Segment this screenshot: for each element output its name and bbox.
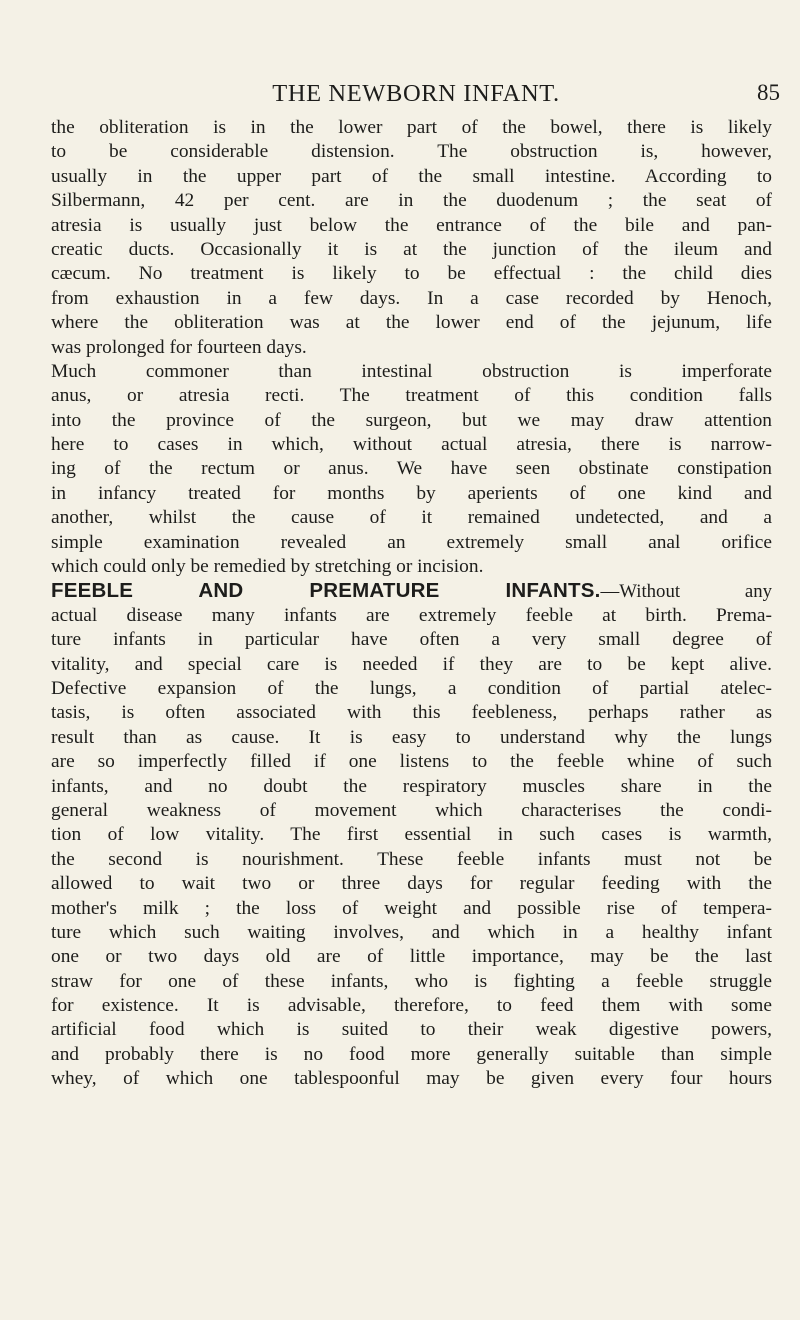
text-line: here to cases in which, without actual atresia, there is narrow- [51,434,772,456]
text-line: the second is nourishment. These feeble infants must not be [51,848,772,870]
text-line: ture which such waiting involves, and which in a healthy infant [51,921,772,943]
text-line [51,579,772,603]
section-heading: FEEBLE AND PREMATURE INFANTS. [51,579,601,603]
text-line: tasis, is often associated with this feebleness, perhaps rather as [51,702,772,724]
text-line: ing of the rectum or anus. We have seen obstinate constipation [51,458,772,480]
text-line: one or two days old are of little importance, may be the last [51,946,772,968]
text-line: atresia is usually just below the entrance of the bile and pan- [51,214,772,236]
text-line: was prolonged for fourteen days. [51,336,307,358]
text-line: Defective expansion of the lungs, a condition of partial atelec- [51,677,772,699]
text-line: to be considerable distension. The obstruction is, however, [51,141,772,163]
text-line: ture infants in particular have often a very small degree of [51,629,772,651]
text-line: usually in the upper part of the small intestine. According to [51,165,772,187]
text-line: artificial food which is suited to their weak digestive powers, [51,1019,772,1041]
text-line: infants, and no doubt the respiratory muscles share in the [51,775,772,797]
text-line: where the obliteration was at the lower end of the jejunum, life [51,312,772,334]
text-line: mother's milk ; the loss of weight and possible rise of tempera- [51,897,772,919]
page-number: 85 [757,80,780,105]
paragraph [51,360,772,580]
text-line: vitality, and special care is needed if they are to be kept alive. [51,653,772,675]
text-line: Silbermann, 42 per cent. are in the duodenum ; the seat of [51,190,772,212]
text-line: creatic ducts. Occasionally it is at the junction of the ileum and [51,238,772,260]
text-line: the obliteration is in the lower part of the bowel, there is likely [51,117,772,138]
paragraph [51,579,772,1091]
text-line: anus, or atresia recti. The treatment of this condition falls [51,385,772,407]
text-line: Much commoner than intestinal obstruction is imperforate [51,360,772,382]
text-line: are so imperfectly filled if one listens to the feeble whine of such [51,751,772,773]
text-line: into the province of the surgeon, but we may draw attention [51,409,772,431]
text-line: simple examination revealed an extremely small anal orifice [51,531,772,553]
text-line: actual disease many infants are extremely feeble at birth. Prema- [51,604,772,626]
text-line: another, whilst the cause of it remained undetected, and a [51,507,772,529]
text-line: straw for one of these infants, who is fighting a feeble struggle [51,970,772,992]
heading-tail: —Without any [600,581,772,603]
text-line: cæcum. No treatment is likely to be effectual : the child dies [51,263,772,285]
paragraph [51,116,772,360]
text-line: result than as cause. It is easy to understand why the lungs [51,726,772,748]
text-line: and probably there is no food more generally suitable than simple [51,1043,772,1065]
text-line: which could only be remedied by stretching or incision. [51,556,484,578]
body-text [51,116,772,1092]
text-line: allowed to wait two or three days for regular feeding with the [51,873,772,895]
running-title: THE NEWBORN INFANT. [272,80,560,107]
text-line: in infancy treated for months by aperients of one kind and [51,482,772,504]
text-line: tion of low vitality. The first essential in such cases is warmth, [51,824,772,846]
text-line: from exhaustion in a few days. In a case recorded by Henoch, [51,287,772,309]
running-head [52,80,780,116]
text-line: for existence. It is advisable, therefore, to feed them with some [51,995,772,1017]
text-line: whey, of which one tablespoonful may be given every four hours [51,1068,772,1090]
text-line: general weakness of movement which characterises the condi- [51,799,772,821]
